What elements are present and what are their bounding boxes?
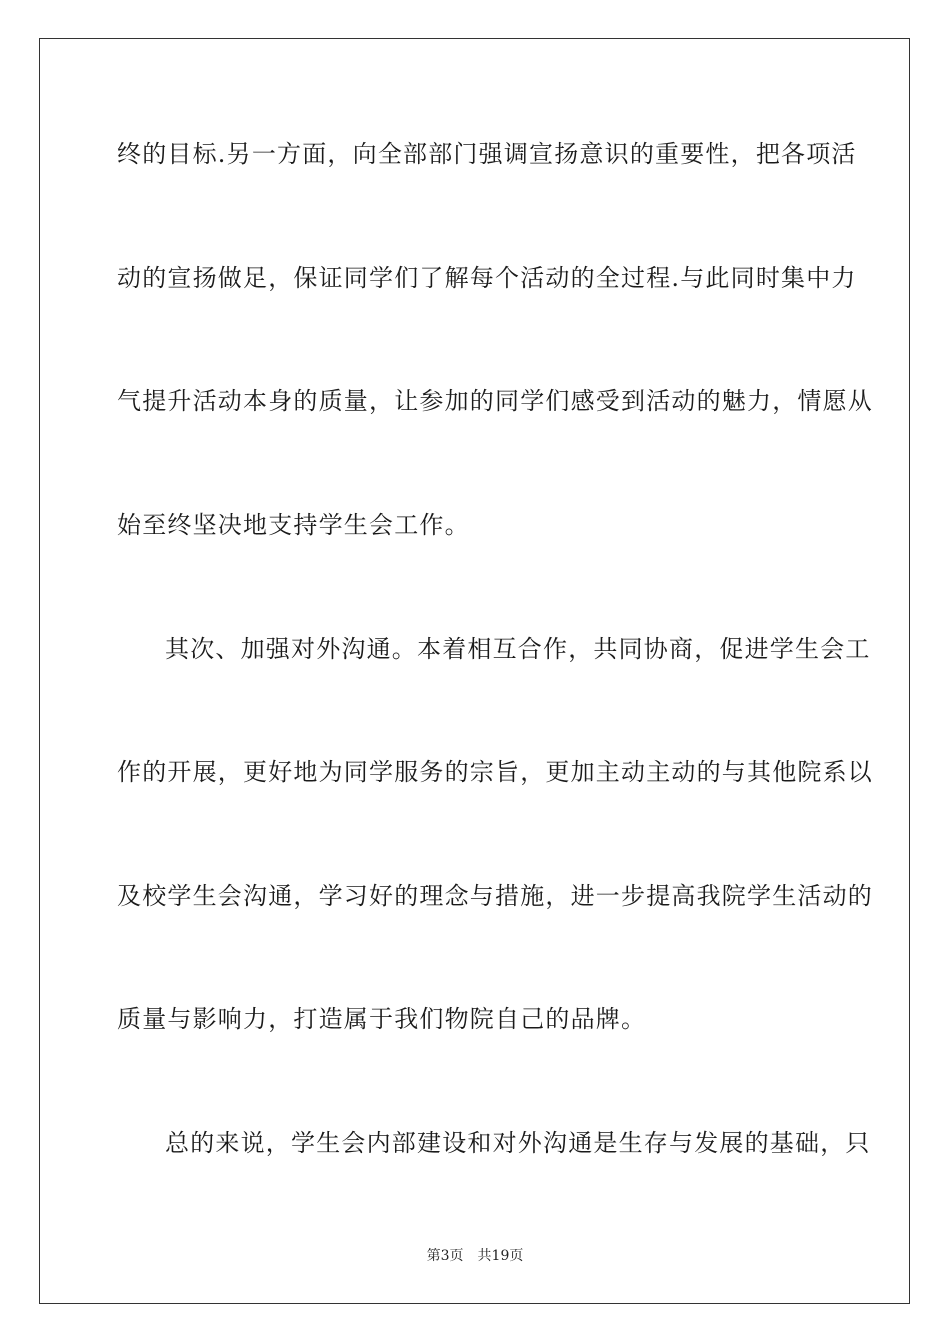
page-border [39, 38, 910, 1304]
paragraph-3-line-1: 总的来说，学生会内部建设和对外沟通是生存与发展的基础，只 [165, 1129, 871, 1157]
page-footer [0, 1247, 950, 1265]
body-line-7: 及校学生会沟通，学习好的理念与措施，进一步提高我院学生活动的 [117, 882, 873, 910]
body-line-3: 气提升活动本身的质量，让参加的同学们感受到活动的魅力，情愿从 [117, 387, 873, 415]
body-line-1: 终的目标.另一方面，向全部部门强调宣扬意识的重要性，把各项活 [117, 140, 857, 168]
paragraph-2-line-1: 其次、加强对外沟通。本着相互合作，共同协商，促进学生会工 [165, 635, 871, 663]
body-line-2: 动的宣扬做足，保证同学们了解每个活动的全过程.与此同时集中力 [117, 264, 857, 292]
body-line-6: 作的开展，更好地为同学服务的宗旨，更加主动主动的与其他院系以 [117, 758, 873, 786]
body-line-8: 质量与影响力，打造属于我们物院自己的品牌。 [117, 1005, 647, 1033]
body-line-4: 始至终坚决地支持学生会工作。 [117, 511, 470, 539]
page-number: 第3页 [426, 1248, 464, 1264]
page-total: 共19页 [477, 1248, 524, 1264]
